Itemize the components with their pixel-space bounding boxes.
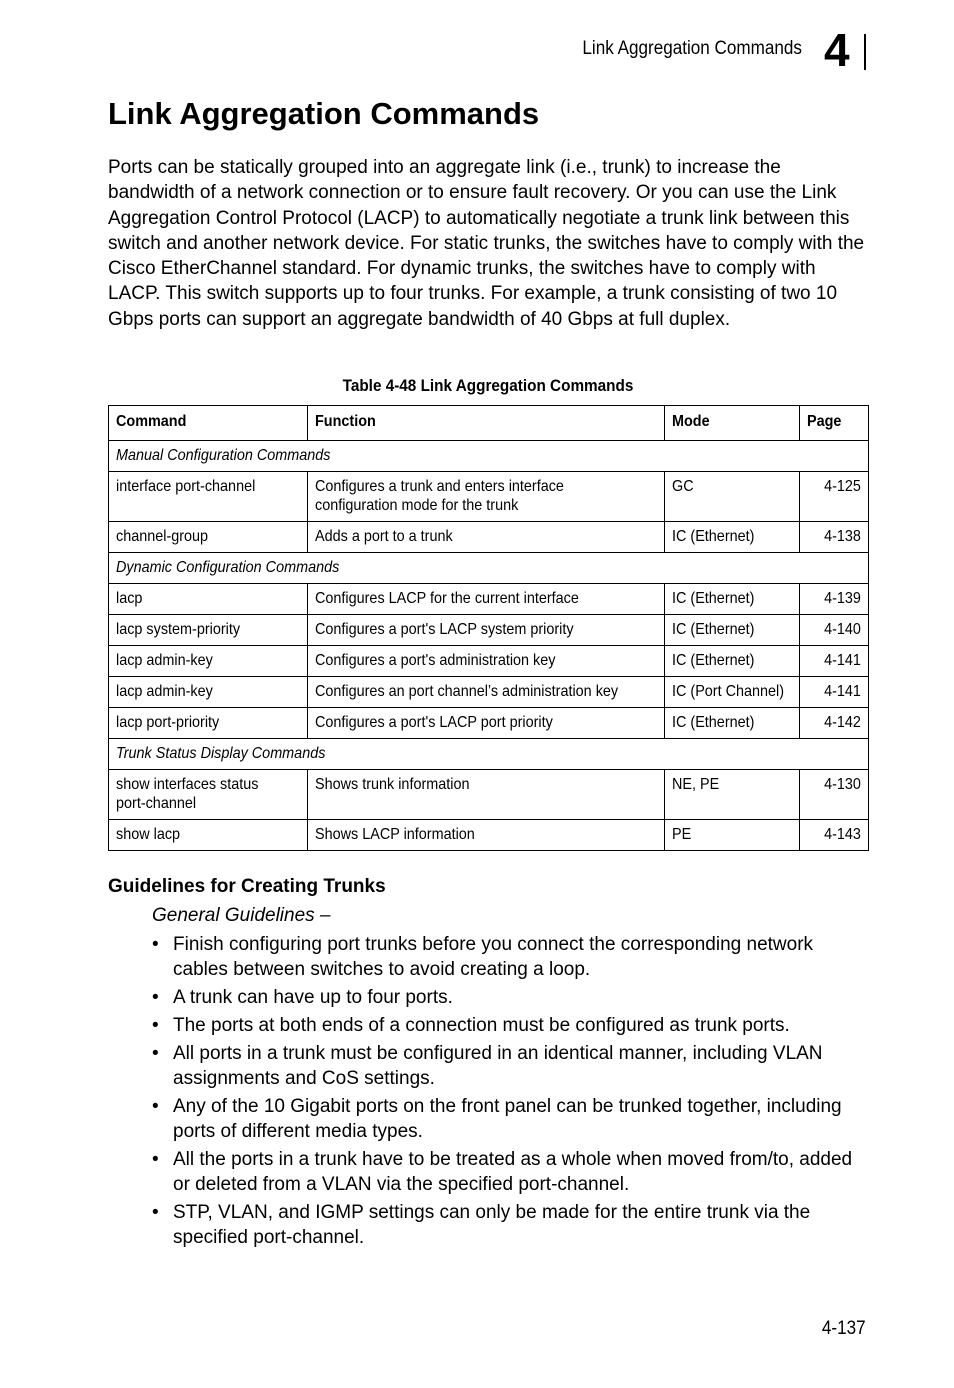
section-title: Dynamic Configuration Commands (109, 553, 869, 584)
table-row (109, 770, 869, 820)
cell-page: 4-141 (800, 646, 869, 677)
cell-command: show lacp (109, 820, 308, 851)
table-section-row (109, 739, 869, 770)
running-header-title: Link Aggregation Commands (582, 38, 802, 59)
chapter-divider (864, 34, 866, 70)
cell-function: Configures a trunk and enters interface configuration mode for the trunk (308, 472, 665, 522)
table-row (109, 677, 869, 708)
cell-command: lacp (109, 584, 308, 615)
cell-function: Configures a port's LACP system priority (308, 615, 665, 646)
list-item: • A trunk can have up to four ports. (152, 985, 868, 1010)
chapter-number: 4 (824, 24, 850, 76)
list-item: • STP, VLAN, and IGMP settings can only be made for the entire trunk via the specified port-channel. (152, 1200, 868, 1251)
cell-page: 4-142 (800, 708, 869, 739)
guidelines-heading: Guidelines for Creating Trunks (108, 876, 386, 897)
cell-page: 4-130 (800, 770, 869, 820)
header-page: Page (800, 406, 869, 441)
cell-mode: IC (Ethernet) (665, 584, 800, 615)
cell-page: 4-139 (800, 584, 869, 615)
cell-command: lacp admin-key (109, 677, 308, 708)
general-guidelines-label: General Guidelines – (152, 905, 331, 926)
header-function: Function (308, 406, 665, 441)
cell-command: lacp admin-key (109, 646, 308, 677)
table-row (109, 522, 869, 553)
header-mode: Mode (665, 406, 800, 441)
table-header-row (109, 406, 869, 441)
cell-function: Shows LACP information (308, 820, 665, 851)
commands-table (108, 405, 869, 851)
cell-page: 4-125 (800, 472, 869, 522)
cell-function: Adds a port to a trunk (308, 522, 665, 553)
intro-paragraph: Ports can be statically grouped into an aggregate link (i.e., trunk) to increase the bandwidth of a network connection or to ensure fault recovery. Or you can use the Link Aggregation Control Protocol (LACP) to automatically negotiate a trunk link between this switch and another network device. For static trunks, the switches have to comply with the Cisco EtherChannel standard. For dynamic trunks, the switches have to comply with LACP. This switch supports up to four trunks. For example, a trunk consisting of two 10 Gbps ports can support an aggregate bandwidth of 40 Gbps at full duplex. (108, 157, 865, 330)
cell-mode: GC (665, 472, 800, 522)
list-item: • Finish configuring port trunks before you connect the corresponding network cables between switches to avoid creating a loop. (152, 932, 868, 983)
cell-mode: IC (Ethernet) (665, 615, 800, 646)
table-row (109, 584, 869, 615)
cell-page: 4-143 (800, 820, 869, 851)
header-command: Command (109, 406, 308, 441)
cell-mode: IC (Ethernet) (665, 522, 800, 553)
cell-command: lacp system-priority (109, 615, 308, 646)
cell-mode: NE, PE (665, 770, 800, 820)
section-title: Manual Configuration Commands (109, 441, 869, 472)
table-section-row (109, 441, 869, 472)
cell-mode: IC (Ethernet) (665, 708, 800, 739)
cell-command: interface port-channel (109, 472, 308, 522)
table-row (109, 820, 869, 851)
section-title: Trunk Status Display Commands (109, 739, 869, 770)
cell-function: Shows trunk information (308, 770, 665, 820)
cell-command: channel-group (109, 522, 308, 553)
cell-function: Configures a port's LACP port priority (308, 708, 665, 739)
cell-page: 4-140 (800, 615, 869, 646)
cell-page: 4-138 (800, 522, 869, 553)
page-title: Link Aggregation Commands (108, 96, 540, 131)
list-item: • All the ports in a trunk have to be treated as a whole when moved from/to, added or deleted from a VLAN via the specified port-channel. (152, 1147, 868, 1198)
table-row (109, 472, 869, 522)
cell-function: Configures LACP for the current interface (308, 584, 665, 615)
table-caption: Table 4-48 Link Aggregation Commands (342, 376, 634, 395)
cell-mode: IC (Ethernet) (665, 646, 800, 677)
cell-function: Configures an port channel’s administration key (308, 677, 665, 708)
table-row (109, 615, 869, 646)
cell-command: lacp port-priority (109, 708, 308, 739)
table-row (109, 708, 869, 739)
table-section-row (109, 553, 869, 584)
cell-command: show interfaces status port-channel (109, 770, 308, 820)
table-row (109, 646, 869, 677)
list-item: • All ports in a trunk must be configured in an identical manner, including VLAN assignments and CoS settings. (152, 1041, 868, 1092)
cell-page: 4-141 (800, 677, 869, 708)
page-number: 4-137 (822, 1318, 866, 1339)
guidelines-list (152, 932, 868, 1253)
list-item: • The ports at both ends of a connection must be configured as trunk ports. (152, 1013, 868, 1038)
cell-function: Configures a port's administration key (308, 646, 665, 677)
cell-mode: IC (Port Channel) (665, 677, 800, 708)
list-item: • Any of the 10 Gigabit ports on the front panel can be trunked together, including ports of different media types. (152, 1094, 868, 1145)
cell-mode: PE (665, 820, 800, 851)
